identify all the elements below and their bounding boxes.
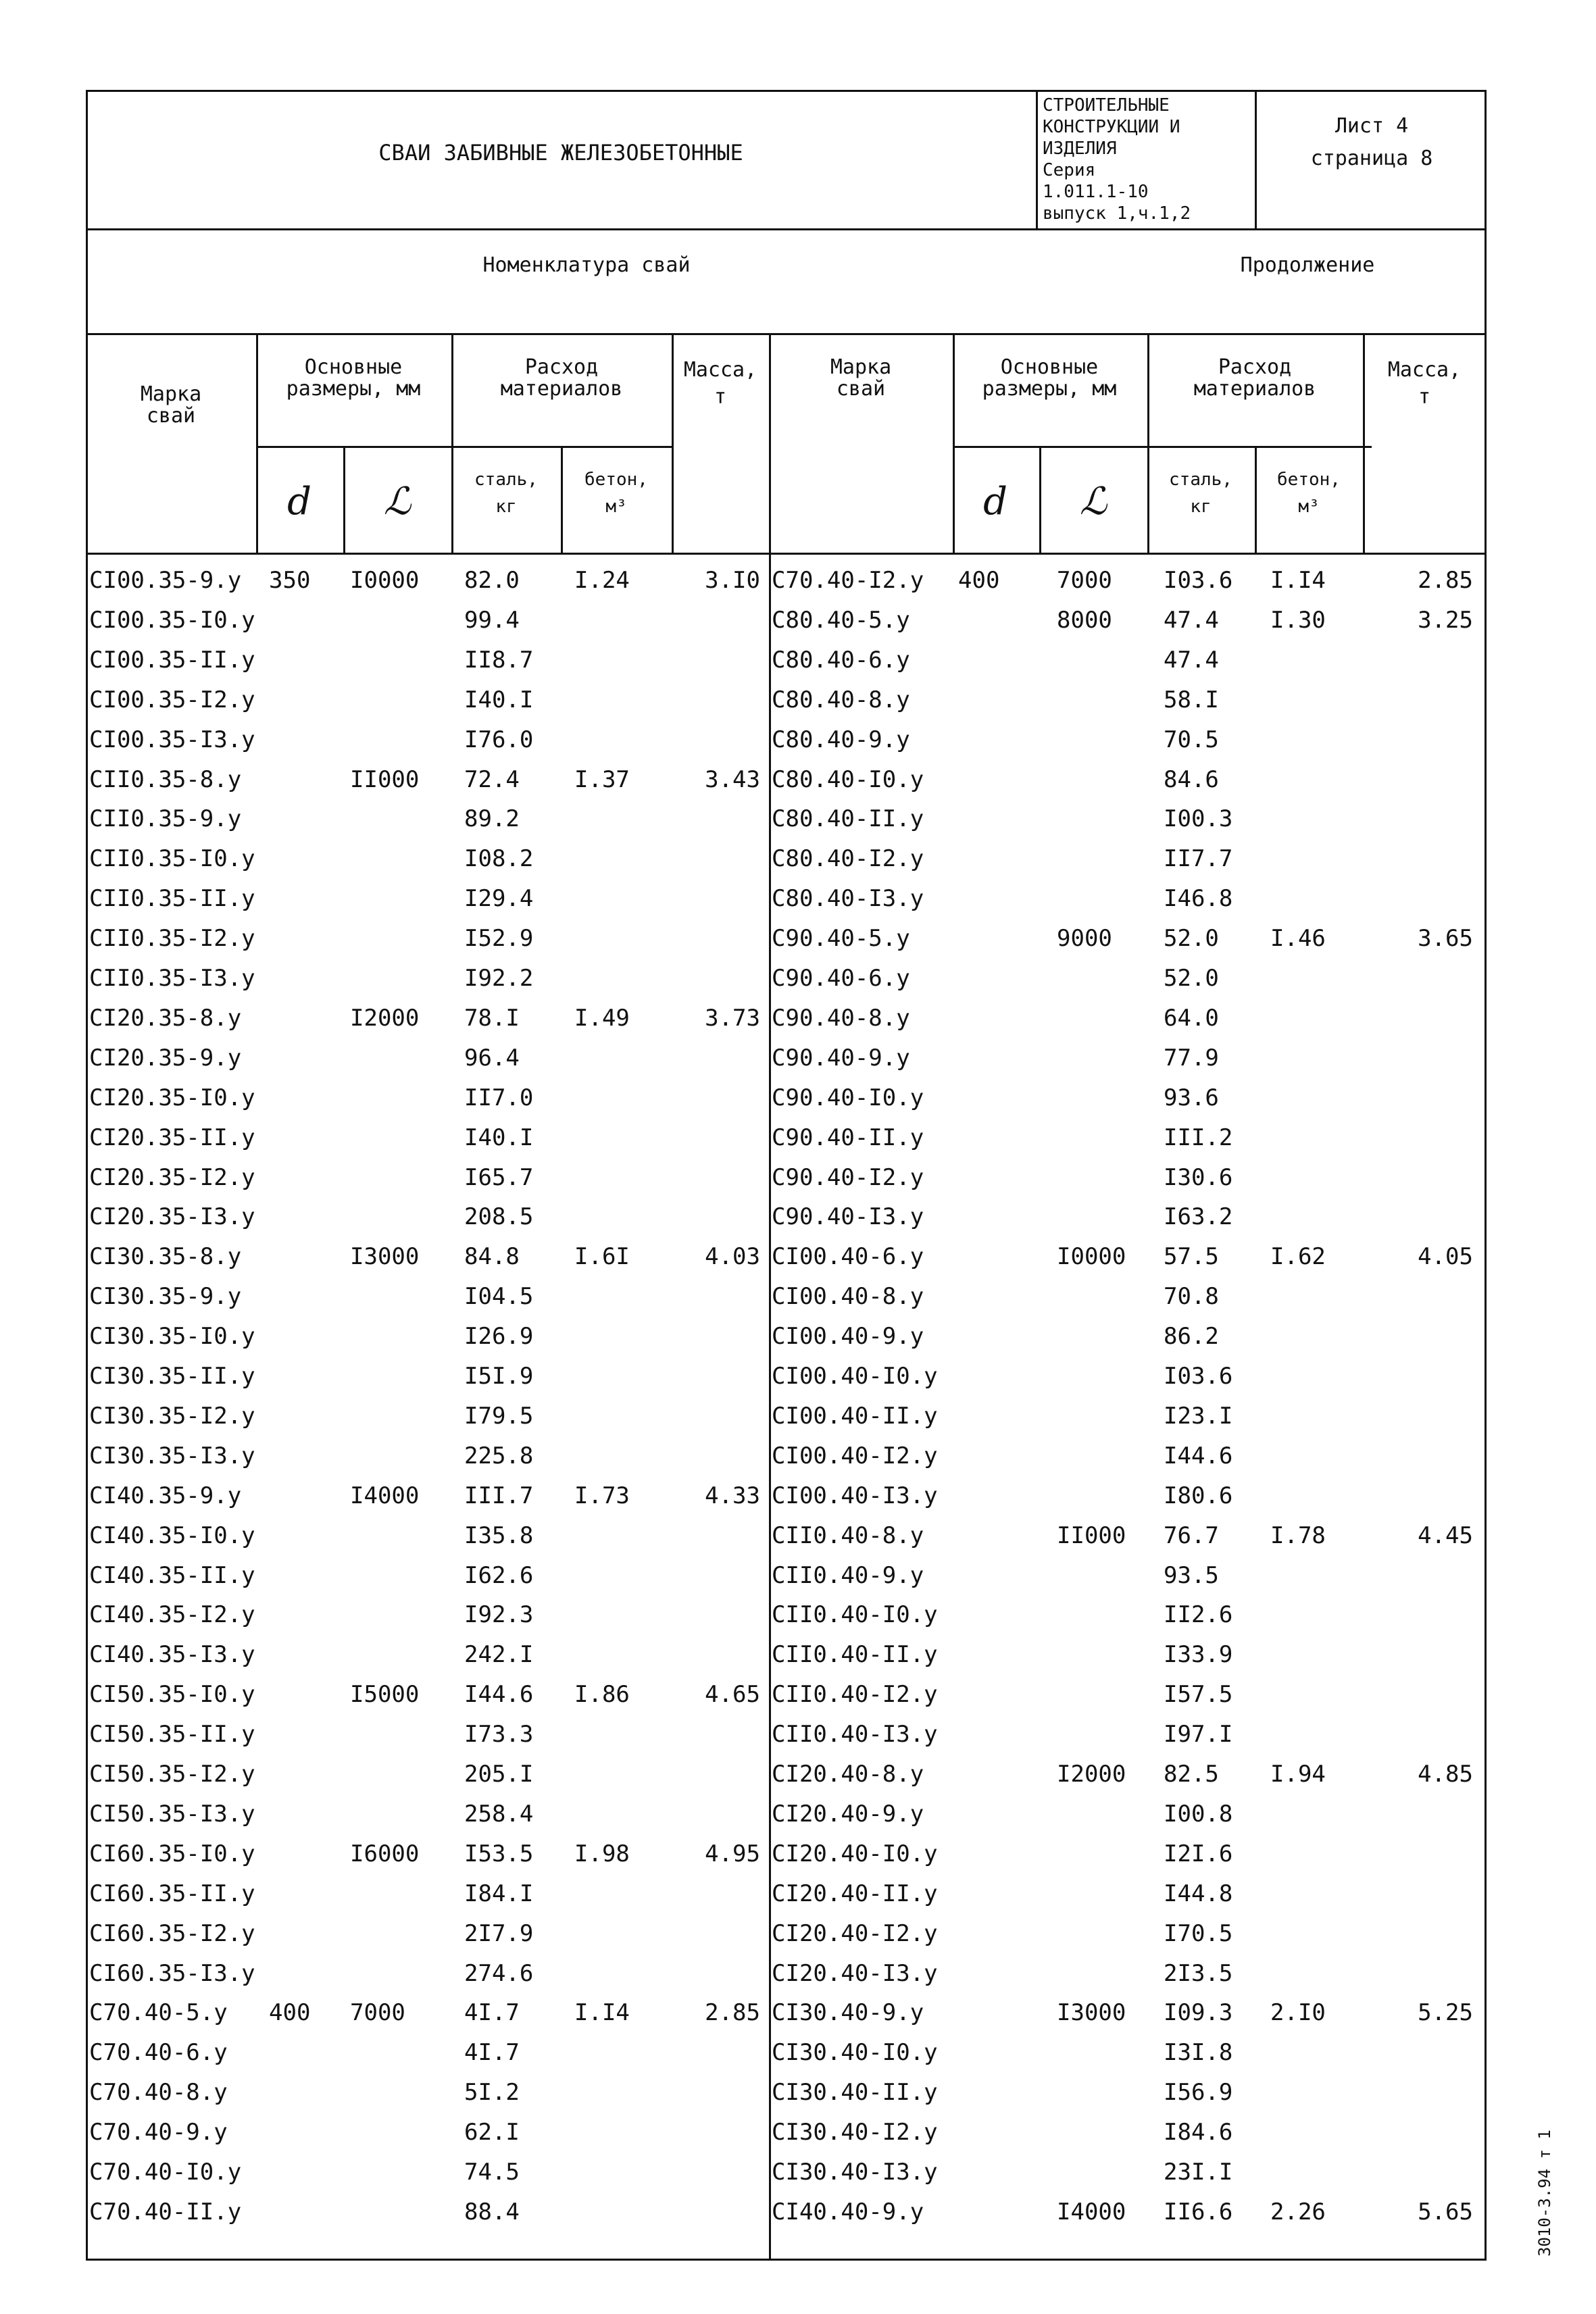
right-cell-steel: I46.8 [1164,885,1233,913]
right-cell-steel: I3I.8 [1164,2039,1233,2067]
right-cell-mark: СI20.40-I0.у [772,1840,938,1867]
left-cell-mark: СI00.35-I0.у [89,606,255,634]
series-line: КОНСТРУКЦИИ И [1043,117,1180,137]
right-cell-steel: 47.4 [1164,606,1219,634]
right-cell-mark: СI30.40-I2.у [772,2119,938,2146]
right-cell-steel: I44.8 [1164,1880,1233,1907]
right-cell-steel: I2I.6 [1164,1840,1233,1867]
left-cell-steel: 72.4 [464,765,520,793]
left-cell-mark: СII0.35-I0.у [89,845,255,873]
continuation-caption: Продолжение [1240,253,1375,277]
right-cell-mark: СI30.40-I0.у [772,2039,938,2067]
col-line-steel-right [1255,446,1257,553]
right-cell-mark: СII0.40-II.у [772,1641,938,1669]
col-materials-left: Расход материалов [500,355,623,401]
right-cell-mark: С90.40-I0.у [772,1084,924,1111]
right-cell-steel: I33.9 [1164,1641,1233,1669]
left-cell-steel: 84.8 [464,1243,520,1271]
right-cell-l: 9000 [1057,925,1112,953]
left-cell-steel: II7.0 [464,1084,534,1111]
left-cell-steel: 208.5 [464,1203,534,1231]
right-cell-mass: 5.25 [1418,1999,1473,2027]
col-steel-right: сталь, кг [1169,470,1232,517]
right-cell-mark: СII0.40-I3.у [772,1721,938,1749]
left-cell-mark: СI30.35-I0.у [89,1323,255,1351]
left-cell-steel: I65.7 [464,1163,534,1191]
right-cell-steel: 52.0 [1164,925,1219,953]
right-cell-steel: I56.9 [1164,2079,1233,2107]
left-cell-mass: 4.65 [705,1681,760,1709]
right-cell-steel: I70.5 [1164,1919,1233,1947]
right-cell-steel: I63.2 [1164,1203,1233,1231]
col-line-l-right [1147,333,1149,553]
right-cell-mark: СI20.40-8.у [772,1761,924,1788]
right-cell-steel: III.2 [1164,1124,1233,1151]
col-line-steel-left [561,446,563,553]
right-cell-mark: С90.40-5.у [772,925,910,953]
col-mass-left: Масса, т [683,358,757,409]
right-cell-concrete: 2.26 [1270,2198,1326,2225]
left-cell-steel: 99.4 [464,606,520,634]
left-cell-l: I6000 [350,1840,420,1867]
right-cell-mark: СI00.40-I3.у [772,1482,938,1509]
sheet-number: Лист 4 [1335,114,1409,138]
right-cell-mass: 4.05 [1418,1243,1473,1271]
left-cell-mark: СI50.35-II.у [89,1721,255,1749]
series-line: 1.011.1-10 [1043,182,1149,202]
right-cell-mark: СI40.40-9.у [772,2198,924,2225]
left-cell-steel: 5I.2 [464,2079,520,2107]
right-cell-mark: СII0.40-I2.у [772,1681,938,1709]
left-cell-mark: СI60.35-I2.у [89,1919,255,1947]
right-cell-l: 7000 [1057,567,1112,594]
right-cell-steel: 86.2 [1164,1323,1219,1351]
right-cell-steel: 70.5 [1164,726,1219,753]
col-line-mark-right [953,333,955,553]
left-cell-l: II000 [350,765,420,793]
left-cell-steel: 78.I [464,1004,520,1032]
right-cell-steel: 52.0 [1164,965,1219,992]
right-cell-steel: 84.6 [1164,765,1219,793]
left-cell-mark: СI40.35-I2.у [89,1601,255,1629]
right-cell-mark: С90.40-I2.у [772,1163,924,1191]
left-cell-mark: СI20.35-I2.у [89,1163,255,1191]
nomenclature-caption: Номенклатура свай [482,253,691,277]
left-cell-steel: I08.2 [464,845,534,873]
right-cell-steel: I80.6 [1164,1482,1233,1509]
left-cell-mark: СI20.35-I3.у [89,1203,255,1231]
left-cell-steel: I76.0 [464,726,534,753]
left-cell-steel: I40.I [464,686,534,713]
left-cell-mass: 3.73 [705,1004,760,1032]
left-cell-concrete: I.49 [574,1004,630,1032]
left-cell-mass: 4.03 [705,1243,760,1271]
col-d-right: d [983,480,1007,524]
left-cell-mark: СI00.35-9.у [89,567,242,594]
col-dims-left: Основные размеры, мм [286,355,421,401]
left-cell-steel: 88.4 [464,2198,520,2225]
left-cell-steel: 82.0 [464,567,520,594]
header-divider [86,228,1487,230]
right-cell-concrete: I.62 [1270,1243,1326,1271]
col-concrete-right: бетон, м³ [1277,470,1341,517]
left-cell-mark: СII0.35-8.у [89,765,242,793]
right-cell-mark: С80.40-8.у [772,686,910,713]
page-number: страница 8 [1310,147,1433,170]
left-cell-steel: 74.5 [464,2159,520,2186]
right-cell-l: II000 [1057,1521,1126,1549]
right-cell-steel: I30.6 [1164,1163,1233,1191]
left-cell-d: 400 [269,1999,311,2027]
right-cell-d: 400 [958,567,1000,594]
right-cell-steel: I44.6 [1164,1442,1233,1469]
series-line: СТРОИТЕЛЬНЫЕ [1043,95,1170,116]
col-dims-right: Основные размеры, мм [982,355,1117,401]
right-cell-concrete: I.I4 [1270,567,1326,594]
left-cell-steel: 274.6 [464,1959,534,1987]
left-cell-steel: 242.I [464,1641,534,1669]
left-cell-steel: 2I7.9 [464,1919,534,1947]
right-cell-concrete: I.46 [1270,925,1326,953]
left-cell-mark: СI50.35-I3.у [89,1800,255,1828]
right-cell-mark: СI00.40-6.у [772,1243,924,1271]
left-cell-mark: СI30.35-I3.у [89,1442,255,1469]
col-line-d-left [343,446,345,553]
left-cell-mark: СI30.35-II.у [89,1363,255,1390]
right-cell-mark: СI30.40-9.у [772,1999,924,2027]
left-cell-mark: СI60.35-I0.у [89,1840,255,1867]
left-cell-mark: СII0.35-II.у [89,885,255,913]
right-cell-steel: II2.6 [1164,1601,1233,1629]
left-cell-mark: СI30.35-8.у [89,1243,242,1271]
right-cell-mark: С80.40-I3.у [772,885,924,913]
left-cell-mark: С70.40-8.у [89,2079,228,2107]
left-cell-l: I3000 [350,1243,420,1271]
right-cell-mass: 3.65 [1418,925,1473,953]
right-cell-l: I4000 [1057,2198,1126,2225]
left-cell-steel: 96.4 [464,1044,520,1072]
right-cell-steel: 2I3.5 [1164,1959,1233,1987]
left-subhead-line [256,446,674,448]
col-line-d-right [1039,446,1041,553]
right-cell-mass: 4.45 [1418,1521,1473,1549]
left-cell-mark: СI20.35-9.у [89,1044,242,1072]
left-cell-steel: I35.8 [464,1521,534,1549]
left-cell-mark: СI20.35-II.у [89,1124,255,1151]
right-cell-mark: С90.40-6.у [772,965,910,992]
left-cell-mark: СI50.35-I2.у [89,1761,255,1788]
left-cell-steel: 89.2 [464,805,520,833]
left-cell-mark: СI00.35-II.у [89,646,255,674]
left-cell-concrete: I.37 [574,765,630,793]
left-cell-mark: С70.40-6.у [89,2039,228,2067]
col-line-l-left [451,333,453,553]
left-cell-mark: СI00.35-I3.у [89,726,255,753]
right-cell-l: I3000 [1057,1999,1126,2027]
right-cell-mark: СI20.40-II.у [772,1880,938,1907]
right-cell-mark: С90.40-9.у [772,1044,910,1072]
right-cell-steel: 57.5 [1164,1243,1219,1271]
right-cell-mark: СI00.40-I0.у [772,1363,938,1390]
right-cell-steel: 58.I [1164,686,1219,713]
right-cell-steel: 77.9 [1164,1044,1219,1072]
col-line-center [769,333,771,2261]
right-cell-mass: 3.25 [1418,606,1473,634]
right-cell-steel: 64.0 [1164,1004,1219,1032]
left-cell-mark: СI50.35-I0.у [89,1681,255,1709]
left-cell-steel: 62.I [464,2119,520,2146]
left-cell-mark: СI30.35-9.у [89,1283,242,1311]
left-cell-mark: С70.40-I0.у [89,2159,242,2186]
right-cell-mark: СI00.40-8.у [772,1283,924,1311]
document-title: СВАИ ЗАБИВНЫЕ ЖЕЛЕЗОБЕТОННЫЕ [378,140,743,166]
left-cell-mark: СI60.35-II.у [89,1880,255,1907]
series-line: Серия [1043,160,1096,180]
right-cell-concrete: I.94 [1270,1761,1326,1788]
col-mass-right: Масса, т [1387,358,1462,409]
left-cell-steel: 225.8 [464,1442,534,1469]
left-cell-steel: 258.4 [464,1800,534,1828]
left-cell-mark: С70.40-9.у [89,2119,228,2146]
col-l-right: ℒ [1079,480,1107,524]
left-cell-mass: 4.95 [705,1840,760,1867]
right-cell-mark: СII0.40-I0.у [772,1601,938,1629]
right-cell-mark: СI00.40-I2.у [772,1442,938,1469]
right-cell-mark: СI30.40-I3.у [772,2159,938,2186]
right-cell-mark: СII0.40-9.у [772,1561,924,1589]
left-cell-l: I5000 [350,1681,420,1709]
col-mark-right: Марка свай [830,355,892,401]
right-cell-mark: С80.40-9.у [772,726,910,753]
right-cell-steel: 93.5 [1164,1561,1219,1589]
left-cell-steel: 4I.7 [464,1999,520,2027]
left-cell-mark: СI60.35-I3.у [89,1959,255,1987]
series-line: ИЗДЕЛИЯ [1043,139,1117,159]
left-cell-concrete: I.I4 [574,1999,630,2027]
left-cell-steel: I92.3 [464,1601,534,1629]
right-cell-steel: 23I.I [1164,2159,1233,2186]
left-cell-mass: 3.I0 [705,567,760,594]
right-cell-mark: СI00.40-II.у [772,1402,938,1430]
series-divider [1255,90,1257,229]
right-cell-mass: 5.65 [1418,2198,1473,2225]
col-line-conc-left [672,333,674,553]
right-cell-steel: I03.6 [1164,1363,1233,1390]
col-l-left: ℒ [383,480,412,524]
series-block [1043,95,1253,224]
left-cell-steel: 205.I [464,1761,534,1788]
col-concrete-left: бетон, м³ [584,470,648,517]
right-cell-steel: 76.7 [1164,1521,1219,1549]
left-cell-mark: СI40.35-9.у [89,1482,242,1509]
left-cell-mark: С70.40-5.у [89,1999,228,2027]
left-cell-l: I0000 [350,567,420,594]
side-note: 3010-3.94 т 1 [1535,2130,1554,2257]
left-cell-mass: 4.33 [705,1482,760,1509]
right-cell-mark: С80.40-II.у [772,805,924,833]
left-cell-concrete: I.98 [574,1840,630,1867]
left-cell-steel: II8.7 [464,646,534,674]
right-cell-concrete: I.78 [1270,1521,1326,1549]
left-cell-concrete: I.73 [574,1482,630,1509]
left-cell-steel: I92.2 [464,965,534,992]
right-cell-concrete: 2.I0 [1270,1999,1326,2027]
left-cell-mark: СI40.35-I0.у [89,1521,255,1549]
right-cell-mass: 2.85 [1418,567,1473,594]
right-cell-steel: I57.5 [1164,1681,1233,1709]
left-cell-steel: I53.5 [464,1840,534,1867]
right-cell-mark: СI30.40-II.у [772,2079,938,2107]
left-cell-mark: СI40.35-II.у [89,1561,255,1589]
right-cell-steel: I00.8 [1164,1800,1233,1828]
col-steel-left: сталь, кг [474,470,538,517]
right-cell-steel: I23.I [1164,1402,1233,1430]
right-cell-steel: 82.5 [1164,1761,1219,1788]
right-cell-steel: II6.6 [1164,2198,1233,2225]
right-cell-mark: СI20.40-9.у [772,1800,924,1828]
right-cell-mass: 4.85 [1418,1761,1473,1788]
left-cell-mark: СI40.35-I3.у [89,1641,255,1669]
left-cell-concrete: I.86 [574,1681,630,1709]
left-cell-steel: I29.4 [464,885,534,913]
left-cell-steel: I04.5 [464,1283,534,1311]
col-line-mark-left [256,333,258,553]
right-cell-l: I0000 [1057,1243,1126,1271]
right-cell-mark: С90.40-I3.у [772,1203,924,1231]
right-cell-steel: II7.7 [1164,845,1233,873]
left-cell-l: 7000 [350,1999,405,2027]
right-cell-mark: С80.40-I2.у [772,845,924,873]
left-cell-concrete: I.24 [574,567,630,594]
left-cell-steel: III.7 [464,1482,534,1509]
right-cell-steel: 47.4 [1164,646,1219,674]
right-cell-steel: 70.8 [1164,1283,1219,1311]
right-cell-steel: 93.6 [1164,1084,1219,1111]
left-cell-mark: СII0.35-9.у [89,805,242,833]
right-cell-steel: I09.3 [1164,1999,1233,2027]
left-cell-l: I4000 [350,1482,420,1509]
right-cell-mark: СI00.40-9.у [772,1323,924,1351]
left-cell-steel: I40.I [464,1124,534,1151]
right-cell-mark: С80.40-6.у [772,646,910,674]
left-cell-mass: 3.43 [705,765,760,793]
right-cell-mark: С90.40-8.у [772,1004,910,1032]
right-cell-mark: С90.40-II.у [772,1124,924,1151]
right-cell-steel: I03.6 [1164,567,1233,594]
right-cell-mark: СI20.40-I3.у [772,1959,938,1987]
right-subhead-line [953,446,1372,448]
left-cell-mass: 2.85 [705,1999,760,2027]
left-cell-steel: 4I.7 [464,2039,520,2067]
left-cell-steel: I62.6 [464,1561,534,1589]
col-d-left: d [287,480,311,524]
col-materials-right: Расход материалов [1193,355,1316,401]
subheader-divider [86,333,1487,335]
left-cell-steel: I84.I [464,1880,534,1907]
series-line: выпуск 1,ч.1,2 [1043,203,1191,224]
right-cell-mark: СI20.40-I2.у [772,1919,938,1947]
left-cell-steel: I79.5 [464,1402,534,1430]
right-cell-concrete: I.30 [1270,606,1326,634]
left-cell-mark: С70.40-II.у [89,2198,242,2225]
left-cell-mark: СI00.35-I2.у [89,686,255,713]
left-cell-mark: СI20.35-I0.у [89,1084,255,1111]
col-line-conc-right [1363,333,1365,553]
right-cell-mark: С80.40-5.у [772,606,910,634]
right-cell-steel: I84.6 [1164,2119,1233,2146]
col-mark-left: Марка свай [140,382,202,428]
left-cell-concrete: I.6I [574,1243,630,1271]
right-cell-mark: С70.40-I2.у [772,567,924,594]
table-head-divider [86,553,1487,555]
right-cell-l: I2000 [1057,1761,1126,1788]
left-cell-steel: I44.6 [464,1681,534,1709]
right-cell-steel: I00.3 [1164,805,1233,833]
right-cell-l: 8000 [1057,606,1112,634]
left-cell-steel: I52.9 [464,925,534,953]
left-cell-steel: I73.3 [464,1721,534,1749]
left-cell-mark: СII0.35-I2.у [89,925,255,953]
left-cell-l: I2000 [350,1004,420,1032]
title-divider [1036,90,1038,229]
left-cell-steel: I5I.9 [464,1363,534,1390]
left-cell-d: 350 [269,567,311,594]
left-cell-steel: I26.9 [464,1323,534,1351]
right-cell-mark: СII0.40-8.у [772,1521,924,1549]
left-cell-mark: СII0.35-I3.у [89,965,255,992]
left-cell-mark: СI20.35-8.у [89,1004,242,1032]
left-cell-mark: СI30.35-I2.у [89,1402,255,1430]
right-cell-steel: I97.I [1164,1721,1233,1749]
right-cell-mark: С80.40-I0.у [772,765,924,793]
